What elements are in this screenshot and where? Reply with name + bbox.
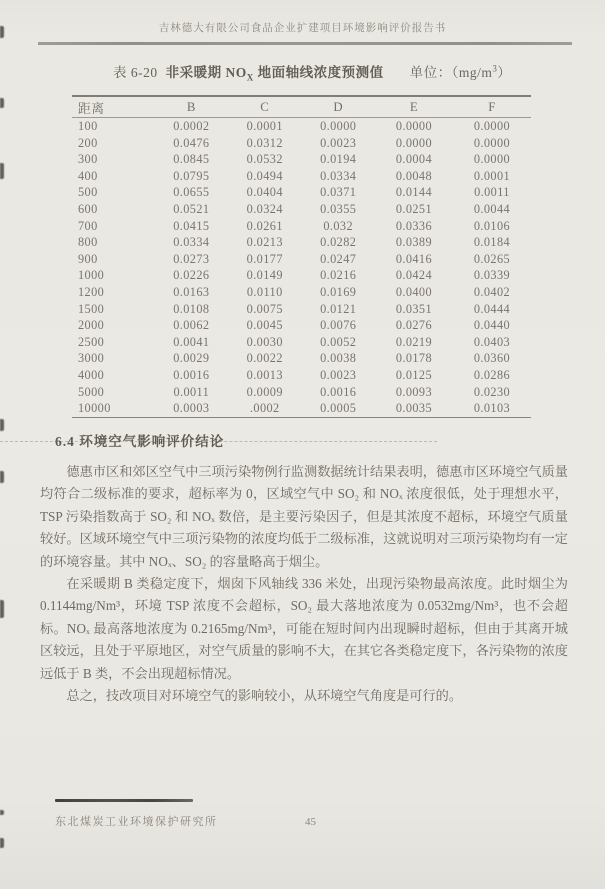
value-cell: 0.0416 [395, 251, 433, 266]
unit-superscript: 3 [492, 63, 498, 74]
distance-cell: 1200 [78, 284, 105, 299]
table-row [72, 218, 531, 235]
value-cell: 0.0093 [395, 384, 433, 399]
value-cell: 0.0048 [395, 168, 433, 183]
distance-cell: 700 [78, 218, 98, 233]
table-unit-label: 单位：$(mg/m^3)$ [409, 63, 512, 80]
value-cell: 0.0312 [246, 135, 283, 150]
distance-cell: 2500 [78, 334, 105, 349]
value-cell: 0.0062 [173, 318, 210, 333]
footer-organization: 东北煤炭工业环境保护研究所 [55, 816, 218, 828]
value-cell: 0.0226 [173, 268, 210, 283]
table-row [72, 334, 531, 351]
value-cell: 0.0076 [320, 318, 357, 333]
scan-mark [0, 26, 4, 38]
column-header: E [375, 96, 453, 118]
value-cell: 0.0016 [173, 367, 210, 382]
value-cell: 0.0045 [246, 318, 283, 333]
value-cell: 0.0000 [473, 135, 511, 150]
value-cell: 0.0000 [320, 119, 357, 133]
column-header: C [228, 96, 301, 118]
value-cell: 0.0009 [246, 384, 283, 399]
value-cell: 0.0149 [246, 268, 283, 283]
value-cell: 0.0044 [473, 201, 511, 216]
distance-cell: 600 [78, 201, 98, 216]
table-caption [113, 61, 593, 83]
table-row [72, 384, 531, 401]
paragraph-max-concentration: 在采暖期 B 类稳定度下，烟囱下风轴线 336 米处，出现污染物最高浓度。此时烟尘为 0.1144mg/Nm³，环境 TSP 浓度不会超标，SO₂ 最大落地浓度为 0.0532mg/Nm³，也不会超标。NOₓ 最高落地浓度为 0.2165mg/Nm³，可能在短时间内出现瞬时超标，但由于其离开城区较远，且处于平原地区，对空气质量的影响不大，在其它各类稳定度下，各污染物的浓度远低于 B 类，不会出现超标情况。 [40, 576, 568, 681]
table-row [72, 267, 531, 284]
value-cell: 0.0521 [173, 201, 210, 216]
page-number: 45 [305, 816, 316, 828]
column-header: F [453, 96, 531, 118]
value-cell: 0.0004 [395, 152, 433, 167]
value-cell: 0.0286 [473, 367, 511, 382]
value-cell: 0.0334 [320, 168, 357, 183]
value-cell: 0.0038 [320, 351, 357, 366]
value-cell: 0.0144 [395, 185, 433, 200]
value-cell: 0.0334 [173, 235, 210, 250]
value-cell: 0.0103 [453, 400, 531, 417]
distance-cell: 800 [78, 235, 98, 250]
section-heading: 6.4 环境空气影响评价结论 [55, 434, 225, 449]
column-header: D [301, 96, 374, 118]
prediction-table [72, 95, 531, 418]
value-cell: 0.0003 [155, 400, 228, 417]
value-cell: 0.0400 [395, 284, 433, 299]
scan-mark [0, 471, 4, 483]
value-cell: 0.0532 [246, 152, 283, 167]
value-cell: 0.0273 [173, 251, 210, 266]
distance-cell: 4000 [78, 367, 105, 382]
footer-rule [55, 799, 193, 802]
value-cell: 0.0339 [473, 268, 511, 283]
value-cell: 0.0125 [395, 367, 433, 382]
value-cell: 0.0075 [246, 301, 283, 316]
value-cell: 0.0230 [473, 384, 511, 399]
value-cell: 0.0000 [473, 152, 511, 167]
table-caption-label: 表 6-20 [113, 65, 158, 80]
value-cell: 0.0261 [246, 218, 283, 233]
distance-cell: 900 [78, 251, 98, 266]
conclusion-text [40, 461, 568, 707]
distance-cell: 5000 [78, 384, 105, 399]
table-row [72, 151, 531, 168]
value-cell: 0.0265 [473, 251, 511, 266]
table-header-row [72, 96, 531, 118]
value-cell: 0.0108 [173, 301, 210, 316]
table-row [72, 400, 531, 417]
value-cell: 0.0029 [173, 351, 210, 366]
value-cell: .0002 [228, 400, 301, 417]
value-cell: 0.0011 [173, 384, 210, 399]
value-cell: 0.0845 [173, 152, 210, 167]
value-cell: 0.0121 [320, 301, 357, 316]
value-cell: 0.032 [323, 218, 354, 233]
distance-cell: 200 [78, 135, 98, 150]
value-cell: 0.0336 [395, 218, 433, 233]
table-row [72, 135, 531, 152]
value-cell: 0.0184 [473, 235, 511, 250]
value-cell: 0.0404 [246, 185, 283, 200]
table-row [72, 168, 531, 185]
value-cell: 0.0440 [473, 318, 511, 333]
value-cell: 0.0324 [246, 201, 283, 216]
column-header: B [155, 96, 228, 118]
distance-cell: 300 [78, 152, 98, 167]
table-row [72, 201, 531, 218]
value-cell: 0.0403 [473, 334, 511, 349]
distance-cell: 400 [78, 168, 98, 183]
value-cell: 0.0023 [320, 367, 357, 382]
value-cell: 0.0351 [395, 301, 433, 316]
prediction-table-container [72, 95, 531, 418]
value-cell: 0.0011 [474, 185, 510, 200]
running-header: 吉林德大有限公司食品企业扩建项目环境影响评价报告书 [158, 23, 447, 34]
table-row [72, 350, 531, 367]
value-cell: 0.0795 [173, 168, 210, 183]
scan-mark [0, 838, 4, 848]
distance-cell: 100 [78, 119, 98, 133]
value-cell: 0.0655 [173, 185, 210, 200]
value-cell: 0.0041 [173, 334, 210, 349]
value-cell: 0.0001 [473, 168, 511, 183]
value-cell: 0.0178 [395, 351, 433, 366]
value-cell: 0.0494 [246, 168, 283, 183]
distance-cell: 2000 [78, 318, 105, 333]
value-cell: 0.0424 [395, 268, 433, 283]
table-row [72, 301, 531, 318]
table-row [72, 367, 531, 384]
value-cell: 0.0000 [395, 119, 433, 133]
value-cell: 0.0000 [395, 135, 433, 150]
scan-mark [0, 810, 4, 815]
value-cell: 0.0106 [473, 218, 511, 233]
nox-subscript: X [246, 72, 254, 83]
value-cell: 0.0177 [246, 251, 283, 266]
scan-mark [0, 600, 4, 618]
value-cell: 0.0219 [395, 334, 433, 349]
table-row [72, 118, 531, 135]
value-cell: 0.0002 [173, 119, 210, 133]
value-cell: 0.0415 [173, 218, 210, 233]
value-cell: 0.0000 [473, 119, 511, 133]
paragraph-monitoring-results: 德惠市区和郊区空气中三项污染物例行监测数据统计结果表明，德惠市区环境空气质量均符合二级标准的要求，超标率为 0，区域空气中 SO₂ 和 NOₓ 浓度很低，处于理想水平，TSP 污染指数高于 SO₂ 和 NOₓ 数倍，是主要污染因子，但是其浓度不超标，环境空气质量较好。区域环境空气中三项污染物的浓度均低于二级标准，这就说明对三项污染物均有一定的环境容量。其中 NOₓ、SO₂ 的容量略高于烟尘。 [40, 464, 568, 569]
column-header: 距离 [72, 96, 155, 118]
value-cell: 0.0282 [320, 235, 357, 250]
value-cell: 0.0444 [473, 301, 511, 316]
value-cell: 0.0476 [173, 135, 210, 150]
header-rule [38, 42, 572, 45]
value-cell: 0.0163 [173, 284, 210, 299]
value-cell: 0.0194 [320, 152, 357, 167]
distance-cell: 3000 [78, 351, 105, 366]
value-cell: 0.0022 [246, 351, 283, 366]
table-caption-title: 非采暖期 $NO_X$ 地面轴线浓度预测值 [165, 65, 384, 83]
scan-mark [0, 419, 4, 431]
distance-cell: 10000 [72, 400, 155, 417]
value-cell: 0.0276 [395, 318, 433, 333]
value-cell: 0.0360 [473, 351, 511, 366]
table-row [72, 284, 531, 301]
distance-cell: 1500 [78, 301, 105, 316]
value-cell: 0.0169 [320, 284, 357, 299]
value-cell: 0.0001 [246, 119, 283, 133]
paragraph-summary: 总之，技改项目对环境空气的影响较小，从环境空气角度是可行的。 [66, 688, 463, 704]
value-cell: 0.0216 [320, 268, 357, 283]
value-cell: 0.0030 [246, 334, 283, 349]
value-cell: 0.0355 [320, 201, 357, 216]
distance-cell: 1000 [78, 268, 105, 283]
value-cell: 0.0371 [320, 185, 357, 200]
value-cell: 0.0213 [246, 235, 283, 250]
value-cell: 0.0013 [246, 367, 283, 382]
value-cell: 0.0110 [246, 284, 283, 299]
scan-mark [0, 98, 4, 108]
value-cell: 0.0005 [301, 400, 374, 417]
value-cell: 0.0251 [395, 201, 433, 216]
table-row [72, 234, 531, 251]
value-cell: 0.0023 [320, 135, 357, 150]
value-cell: 0.0052 [320, 334, 357, 349]
distance-cell: 500 [78, 185, 98, 200]
table-row [72, 184, 531, 201]
value-cell: 0.0016 [320, 384, 357, 399]
table-row [72, 251, 531, 268]
value-cell: 0.0247 [320, 251, 357, 266]
table-row [72, 317, 531, 334]
value-cell: 0.0389 [395, 235, 433, 250]
scan-mark [0, 163, 4, 179]
value-cell: 0.0035 [375, 400, 453, 417]
value-cell: 0.0402 [473, 284, 511, 299]
